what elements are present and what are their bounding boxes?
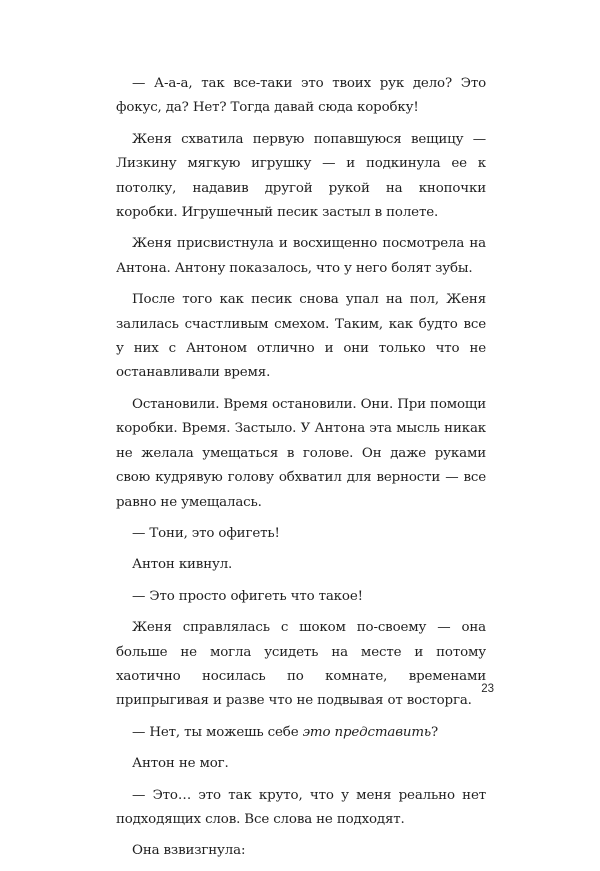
paragraph: — Это… это так круто, что у меня реально нет подходящих слов. Все слова не подходят. bbox=[116, 787, 486, 827]
paragraph-tail: ? bbox=[431, 724, 439, 740]
paragraph: Остановили. Время остановили. Они. При помощи коробки. Время. Застыло. У Антона эта мысль никак не желала умещаться в голове. Он даже руками свою кудрявую голову обхватил для верности — все равно не умещалась. bbox=[116, 396, 486, 510]
paragraph: Женя присвистнула и восхищенно посмотрела на Антона. Антону показалось, что у него болят зубы. bbox=[116, 236, 486, 276]
paragraph: После того как песик снова упал на пол, Женя залилась счастливым смехом. Таким, как будто все у них с Антоном отлично и они только что не останавливали время. bbox=[116, 292, 486, 381]
paragraph: — Это просто офигеть что такое! bbox=[132, 588, 363, 604]
paragraph: Женя справлялась с шоком по-своему — она больше не могла усидеть на месте и потому хаотично носилась по комнате, временами припрыгивая и разве что не подвывая от восторга. bbox=[116, 620, 486, 709]
paragraph: Женя схватила первую попавшуюся вещицу — Лизкину мягкую игрушку — и подкинула ее к потолку, надавив другой рукой на кнопочки коробки. Игрушечный песик застыл в полете. bbox=[116, 131, 486, 221]
paragraph-with-emphasis bbox=[116, 721, 486, 745]
paragraph-lead: — Нет, ты можешь себе bbox=[132, 724, 303, 740]
emphasized-phrase: это представить bbox=[302, 724, 432, 740]
paragraph: — А-а-а, так все-таки это твоих рук дело? Это фокус, да? Нет? Тогда давай сюда коробку! bbox=[116, 76, 486, 116]
paragraph: Антон кивнул. bbox=[132, 557, 233, 573]
page-number: 23 bbox=[481, 683, 494, 695]
paragraph: — Тони, это офигеть! bbox=[132, 525, 280, 541]
body-text bbox=[116, 72, 486, 871]
paragraph: Она взвизгнула: bbox=[132, 843, 246, 859]
paragraph: Антон не мог. bbox=[132, 756, 229, 772]
